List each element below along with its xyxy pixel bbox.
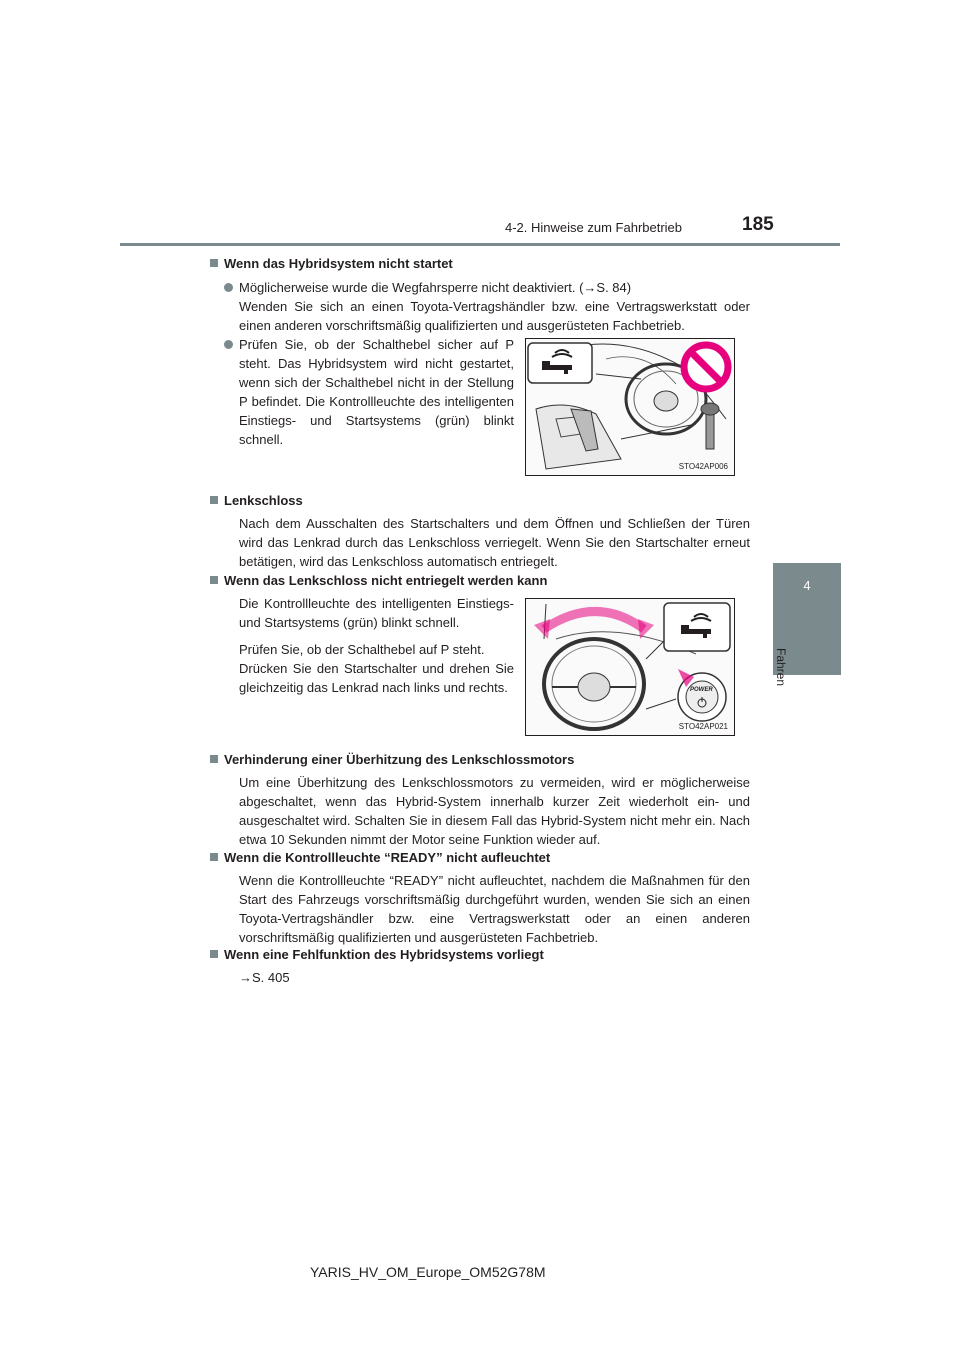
figure-steering-wheel-power <box>525 598 735 736</box>
section-heading: Wenn das Hybridsystem nicht startet <box>210 254 750 273</box>
square-bullet-icon <box>210 259 218 267</box>
section-heading: Wenn die Kontrollleuchte “READY” nicht aufleuchtet <box>210 848 750 867</box>
chapter-number: 4 <box>803 578 811 593</box>
document-code: YARIS_HV_OM_Europe_OM52G78M <box>310 1264 546 1280</box>
figure-shift-lever-p <box>525 338 735 476</box>
section-hybrid-not-starting <box>210 254 750 335</box>
section-steering-lock-not-released <box>210 571 750 590</box>
section-body: Wenn die Kontrollleuchte “READY” nicht aufleuchtet, nachdem die Maßnahmen für den Start des Fahrzeugs vorschriftsmäßig durchgeführt wurden, wenden Sie sich an einen Toyota-Vertragshändler bzw. eine Vertragswerkstatt oder an einen anderen vorschriftsmäßig qualifizierten und ausgerüsteten Fachbetrieb. <box>239 873 750 945</box>
steering-wheel-illustration <box>526 599 734 735</box>
page-reference-link[interactable]: →S. 405 <box>239 970 290 985</box>
bullet-item-shift-lever: Prüfen Sie, ob der Schalthebel sicher auf P steht. Das Hybridsystem wird nicht gestartet, wenn sich der Schalthebel nicht in der Stellung P befindet. Die Kontrollleuchte des intelligenten Einstiegs- und Startsystems (grün) blinkt schnell. <box>239 335 514 449</box>
round-bullet-icon <box>224 283 233 292</box>
prohibition-icon <box>684 345 728 389</box>
square-bullet-icon <box>210 853 218 861</box>
section-heading: Wenn eine Fehlfunktion des Hybridsystems vorliegt <box>210 945 750 964</box>
square-bullet-icon <box>210 950 218 958</box>
section-hybrid-malfunction <box>210 945 750 987</box>
header-rule <box>120 243 840 246</box>
section-heading: Verhinderung einer Überhitzung des Lenkschlossmotors <box>210 750 750 769</box>
section-steering-lock <box>210 491 750 571</box>
section-ready-not-lit <box>210 848 750 947</box>
shift-lever-illustration <box>526 339 734 475</box>
section-body: Nach dem Ausschalten des Startschalters und dem Öffnen und Schließen der Türen wird das Lenkrad durch das Lenkschloss verriegelt. Wenn Sie den Startschalter erneut betätigen, wird das Lenkschloss automatisch entriegelt. <box>239 516 750 569</box>
power-button-label: POWER <box>690 687 713 693</box>
section-heading: Wenn das Lenkschloss nicht entriegelt werden kann <box>210 571 750 590</box>
page-number: 185 <box>742 214 774 235</box>
header-section-title: 4-2. Hinweise zum Fahrbetrieb <box>505 220 683 235</box>
section-heading: Lenkschloss <box>210 491 750 510</box>
square-bullet-icon <box>210 576 218 584</box>
section-overheat-prevention <box>210 750 750 849</box>
square-bullet-icon <box>210 496 218 504</box>
figure-code: STO42AP021 <box>678 722 728 731</box>
round-bullet-icon <box>224 340 233 349</box>
section-3-text: Die Kontrollleuchte des intelligenten Einstiegs- und Startsystems (grün) blinkt schnell. Prüfen Sie, ob der Schalthebel auf P steht. Drücken Sie den Startschalter und drehen Sie gleichzeitig das Lenkrad nach links und rechts. <box>239 596 514 695</box>
chapter-label: Fahren <box>774 648 788 687</box>
bullet-item: Möglicherweise wurde die Wegfahrsperre nicht deaktiviert. (→S. 84) Wenden Sie sich an einen Toyota-Vertragshändler bzw. eine Vertragswerkstatt oder einen anderen vorschriftsmäßig qualifizierten und ausgerüsteten Fachbetrieb. <box>239 278 750 335</box>
section-body: Um eine Überhitzung des Lenkschlossmotors zu vermeiden, wird er möglicherweise abgeschaltet, wenn das Hybrid-System innerhalb kurzer Zeit wiederholt ein- und ausgeschaltet wird. Schalten Sie in diesem Fall das Hybrid-System nicht mehr ein. Nach etwa 10 Sekunden nimmt der Motor seine Funktion wieder auf. <box>239 775 750 847</box>
figure-code: STO42AP006 <box>678 462 728 471</box>
square-bullet-icon <box>210 755 218 763</box>
